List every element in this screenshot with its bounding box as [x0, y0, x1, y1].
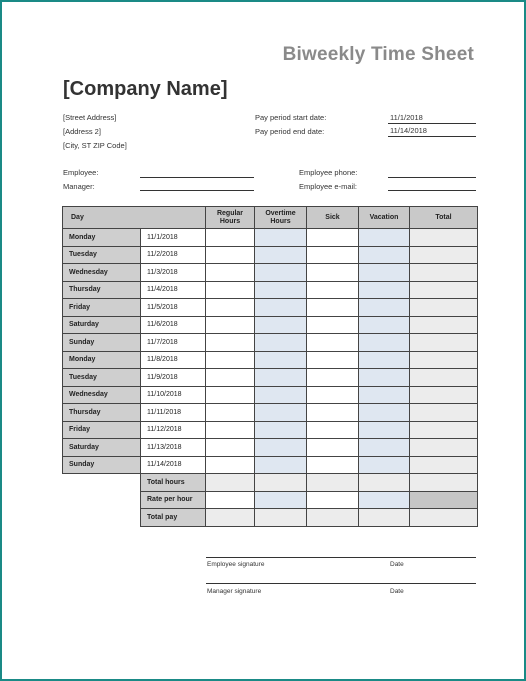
total-pay-cell	[307, 509, 359, 527]
sick-cell[interactable]	[307, 229, 359, 247]
spacer-cell	[63, 491, 141, 509]
regular-hours-cell[interactable]	[206, 334, 255, 352]
date-cell: 11/9/2018	[141, 369, 206, 387]
rate-per-hour-cell[interactable]	[206, 491, 255, 509]
table-header-row	[63, 207, 478, 229]
regular-hours-cell[interactable]	[206, 439, 255, 457]
day-cell: Friday	[63, 421, 141, 439]
overtime-hours-cell[interactable]	[255, 316, 307, 334]
rate-per-hour-label: Rate per hour	[141, 491, 206, 509]
regular-hours-cell[interactable]	[206, 281, 255, 299]
vacation-cell[interactable]	[359, 316, 410, 334]
table-row	[63, 316, 478, 334]
date-cell: 11/10/2018	[141, 386, 206, 404]
total-cell	[410, 246, 478, 264]
sick-cell[interactable]	[307, 456, 359, 474]
total-cell	[410, 316, 478, 334]
employee-field[interactable]	[140, 177, 254, 178]
day-cell: Thursday	[63, 404, 141, 422]
total-cell	[410, 299, 478, 317]
total-cell	[410, 281, 478, 299]
day-cell: Monday	[63, 351, 141, 369]
overtime-hours-cell[interactable]	[255, 334, 307, 352]
manager-label: Manager:	[63, 182, 95, 191]
overtime-hours-cell[interactable]	[255, 386, 307, 404]
day-cell: Wednesday	[63, 386, 141, 404]
pay-end-line	[388, 136, 476, 137]
table-row	[63, 229, 478, 247]
header-overtime-hours: Overtime Hours	[255, 207, 307, 229]
email-label: Employee e-mail:	[299, 182, 357, 191]
day-cell: Monday	[63, 229, 141, 247]
regular-hours-cell[interactable]	[206, 421, 255, 439]
vacation-cell[interactable]	[359, 281, 410, 299]
rate-per-hour-cell	[410, 491, 478, 509]
phone-field[interactable]	[388, 177, 476, 178]
total-hours-label: Total hours	[141, 474, 206, 492]
phone-label: Employee phone:	[299, 168, 358, 177]
overtime-hours-cell[interactable]	[255, 351, 307, 369]
overtime-hours-cell[interactable]	[255, 229, 307, 247]
total-pay-label: Total pay	[141, 509, 206, 527]
overtime-hours-cell[interactable]	[255, 421, 307, 439]
sick-cell[interactable]	[307, 421, 359, 439]
table-row	[63, 386, 478, 404]
city-state-zip[interactable]: [City, ST ZIP Code]	[63, 141, 127, 150]
date-cell: 11/14/2018	[141, 456, 206, 474]
total-cell	[410, 439, 478, 457]
total-hours-cell	[307, 474, 359, 492]
overtime-hours-cell[interactable]	[255, 456, 307, 474]
rate-per-hour-row	[63, 491, 478, 509]
regular-hours-cell[interactable]	[206, 404, 255, 422]
regular-hours-cell[interactable]	[206, 456, 255, 474]
table-row	[63, 334, 478, 352]
street-address[interactable]: [Street Address]	[63, 113, 117, 122]
total-pay-cell	[410, 509, 478, 527]
pay-start-label: Pay period start date:	[255, 113, 327, 122]
sick-cell[interactable]	[307, 299, 359, 317]
overtime-hours-cell[interactable]	[255, 439, 307, 457]
sick-cell[interactable]	[307, 281, 359, 299]
date-cell: 11/3/2018	[141, 264, 206, 282]
date-cell: 11/7/2018	[141, 334, 206, 352]
header-regular-hours: Regular Hours	[206, 207, 255, 229]
sick-cell[interactable]	[307, 439, 359, 457]
header-total: Total	[410, 207, 478, 229]
vacation-cell[interactable]	[359, 404, 410, 422]
pay-end-label: Pay period end date:	[255, 127, 325, 136]
overtime-hours-cell[interactable]	[255, 404, 307, 422]
sick-cell[interactable]	[307, 351, 359, 369]
vacation-cell[interactable]	[359, 334, 410, 352]
day-cell: Saturday	[63, 316, 141, 334]
total-cell	[410, 369, 478, 387]
timesheet-table	[62, 206, 478, 527]
date-cell: 11/4/2018	[141, 281, 206, 299]
table-row	[63, 299, 478, 317]
regular-hours-cell[interactable]	[206, 246, 255, 264]
day-cell: Tuesday	[63, 369, 141, 387]
employee-date-label: Date	[390, 561, 404, 568]
regular-hours-cell[interactable]	[206, 386, 255, 404]
sick-cell[interactable]	[307, 316, 359, 334]
regular-hours-cell[interactable]	[206, 316, 255, 334]
spacer-cell	[63, 509, 141, 527]
header-day: Day	[63, 207, 206, 229]
date-cell: 11/5/2018	[141, 299, 206, 317]
overtime-hours-cell[interactable]	[255, 246, 307, 264]
pay-end-value[interactable]: 11/14/2018	[390, 126, 427, 135]
total-pay-cell	[359, 509, 410, 527]
total-hours-cell	[410, 474, 478, 492]
employee-signature-label: Employee signature	[207, 561, 265, 568]
total-hours-row	[63, 474, 478, 492]
total-hours-cell	[255, 474, 307, 492]
total-cell	[410, 264, 478, 282]
date-cell: 11/2/2018	[141, 246, 206, 264]
address-2[interactable]: [Address 2]	[63, 127, 101, 136]
manager-signature-label: Manager signature	[207, 588, 262, 595]
table-row	[63, 421, 478, 439]
total-cell	[410, 351, 478, 369]
total-cell	[410, 334, 478, 352]
date-cell: 11/11/2018	[141, 404, 206, 422]
table-row	[63, 369, 478, 387]
date-cell: 11/6/2018	[141, 316, 206, 334]
total-hours-cell	[359, 474, 410, 492]
total-cell	[410, 421, 478, 439]
date-cell: 11/12/2018	[141, 421, 206, 439]
table-row	[63, 246, 478, 264]
vacation-cell[interactable]	[359, 246, 410, 264]
table-row	[63, 404, 478, 422]
regular-hours-cell[interactable]	[206, 299, 255, 317]
total-hours-cell	[206, 474, 255, 492]
employee-signature-line[interactable]	[206, 557, 476, 558]
table-row	[63, 264, 478, 282]
manager-signature-line[interactable]	[206, 583, 476, 584]
rate-per-hour-cell[interactable]	[255, 491, 307, 509]
vacation-cell[interactable]	[359, 229, 410, 247]
table-row	[63, 456, 478, 474]
total-cell	[410, 456, 478, 474]
regular-hours-cell[interactable]	[206, 229, 255, 247]
header-sick: Sick	[307, 207, 359, 229]
pay-start-line	[388, 123, 476, 124]
total-pay-row	[63, 509, 478, 527]
vacation-cell[interactable]	[359, 299, 410, 317]
date-cell: 11/1/2018	[141, 229, 206, 247]
total-pay-cell	[255, 509, 307, 527]
overtime-hours-cell[interactable]	[255, 299, 307, 317]
spacer-cell	[63, 474, 141, 492]
vacation-cell[interactable]	[359, 369, 410, 387]
manager-field[interactable]	[140, 190, 254, 191]
rate-per-hour-cell[interactable]	[359, 491, 410, 509]
regular-hours-cell[interactable]	[206, 351, 255, 369]
vacation-cell[interactable]	[359, 351, 410, 369]
table-row	[63, 439, 478, 457]
day-cell: Thursday	[63, 281, 141, 299]
rate-per-hour-cell[interactable]	[307, 491, 359, 509]
header-vacation: Vacation	[359, 207, 410, 229]
table-row	[63, 281, 478, 299]
pay-start-value[interactable]: 11/1/2018	[390, 113, 423, 122]
vacation-cell[interactable]	[359, 386, 410, 404]
employee-label: Employee:	[63, 168, 99, 177]
sick-cell[interactable]	[307, 334, 359, 352]
day-cell: Sunday	[63, 456, 141, 474]
date-cell: 11/13/2018	[141, 439, 206, 457]
regular-hours-cell[interactable]	[206, 264, 255, 282]
day-cell: Tuesday	[63, 246, 141, 264]
sick-cell[interactable]	[307, 386, 359, 404]
overtime-hours-cell[interactable]	[255, 281, 307, 299]
page-title: Biweekly Time Sheet	[282, 44, 474, 65]
total-pay-cell	[206, 509, 255, 527]
day-cell: Friday	[63, 299, 141, 317]
day-cell: Wednesday	[63, 264, 141, 282]
manager-date-label: Date	[390, 588, 404, 595]
vacation-cell[interactable]	[359, 264, 410, 282]
day-cell: Sunday	[63, 334, 141, 352]
vacation-cell[interactable]	[359, 456, 410, 474]
vacation-cell[interactable]	[359, 421, 410, 439]
table-row	[63, 351, 478, 369]
total-cell	[410, 404, 478, 422]
total-cell	[410, 386, 478, 404]
sick-cell[interactable]	[307, 246, 359, 264]
vacation-cell[interactable]	[359, 439, 410, 457]
date-cell: 11/8/2018	[141, 351, 206, 369]
total-cell	[410, 229, 478, 247]
overtime-hours-cell[interactable]	[255, 264, 307, 282]
regular-hours-cell[interactable]	[206, 369, 255, 387]
email-field[interactable]	[388, 190, 476, 191]
day-cell: Saturday	[63, 439, 141, 457]
sick-cell[interactable]	[307, 404, 359, 422]
overtime-hours-cell[interactable]	[255, 369, 307, 387]
sick-cell[interactable]	[307, 369, 359, 387]
sick-cell[interactable]	[307, 264, 359, 282]
company-name[interactable]: [Company Name]	[63, 78, 228, 100]
